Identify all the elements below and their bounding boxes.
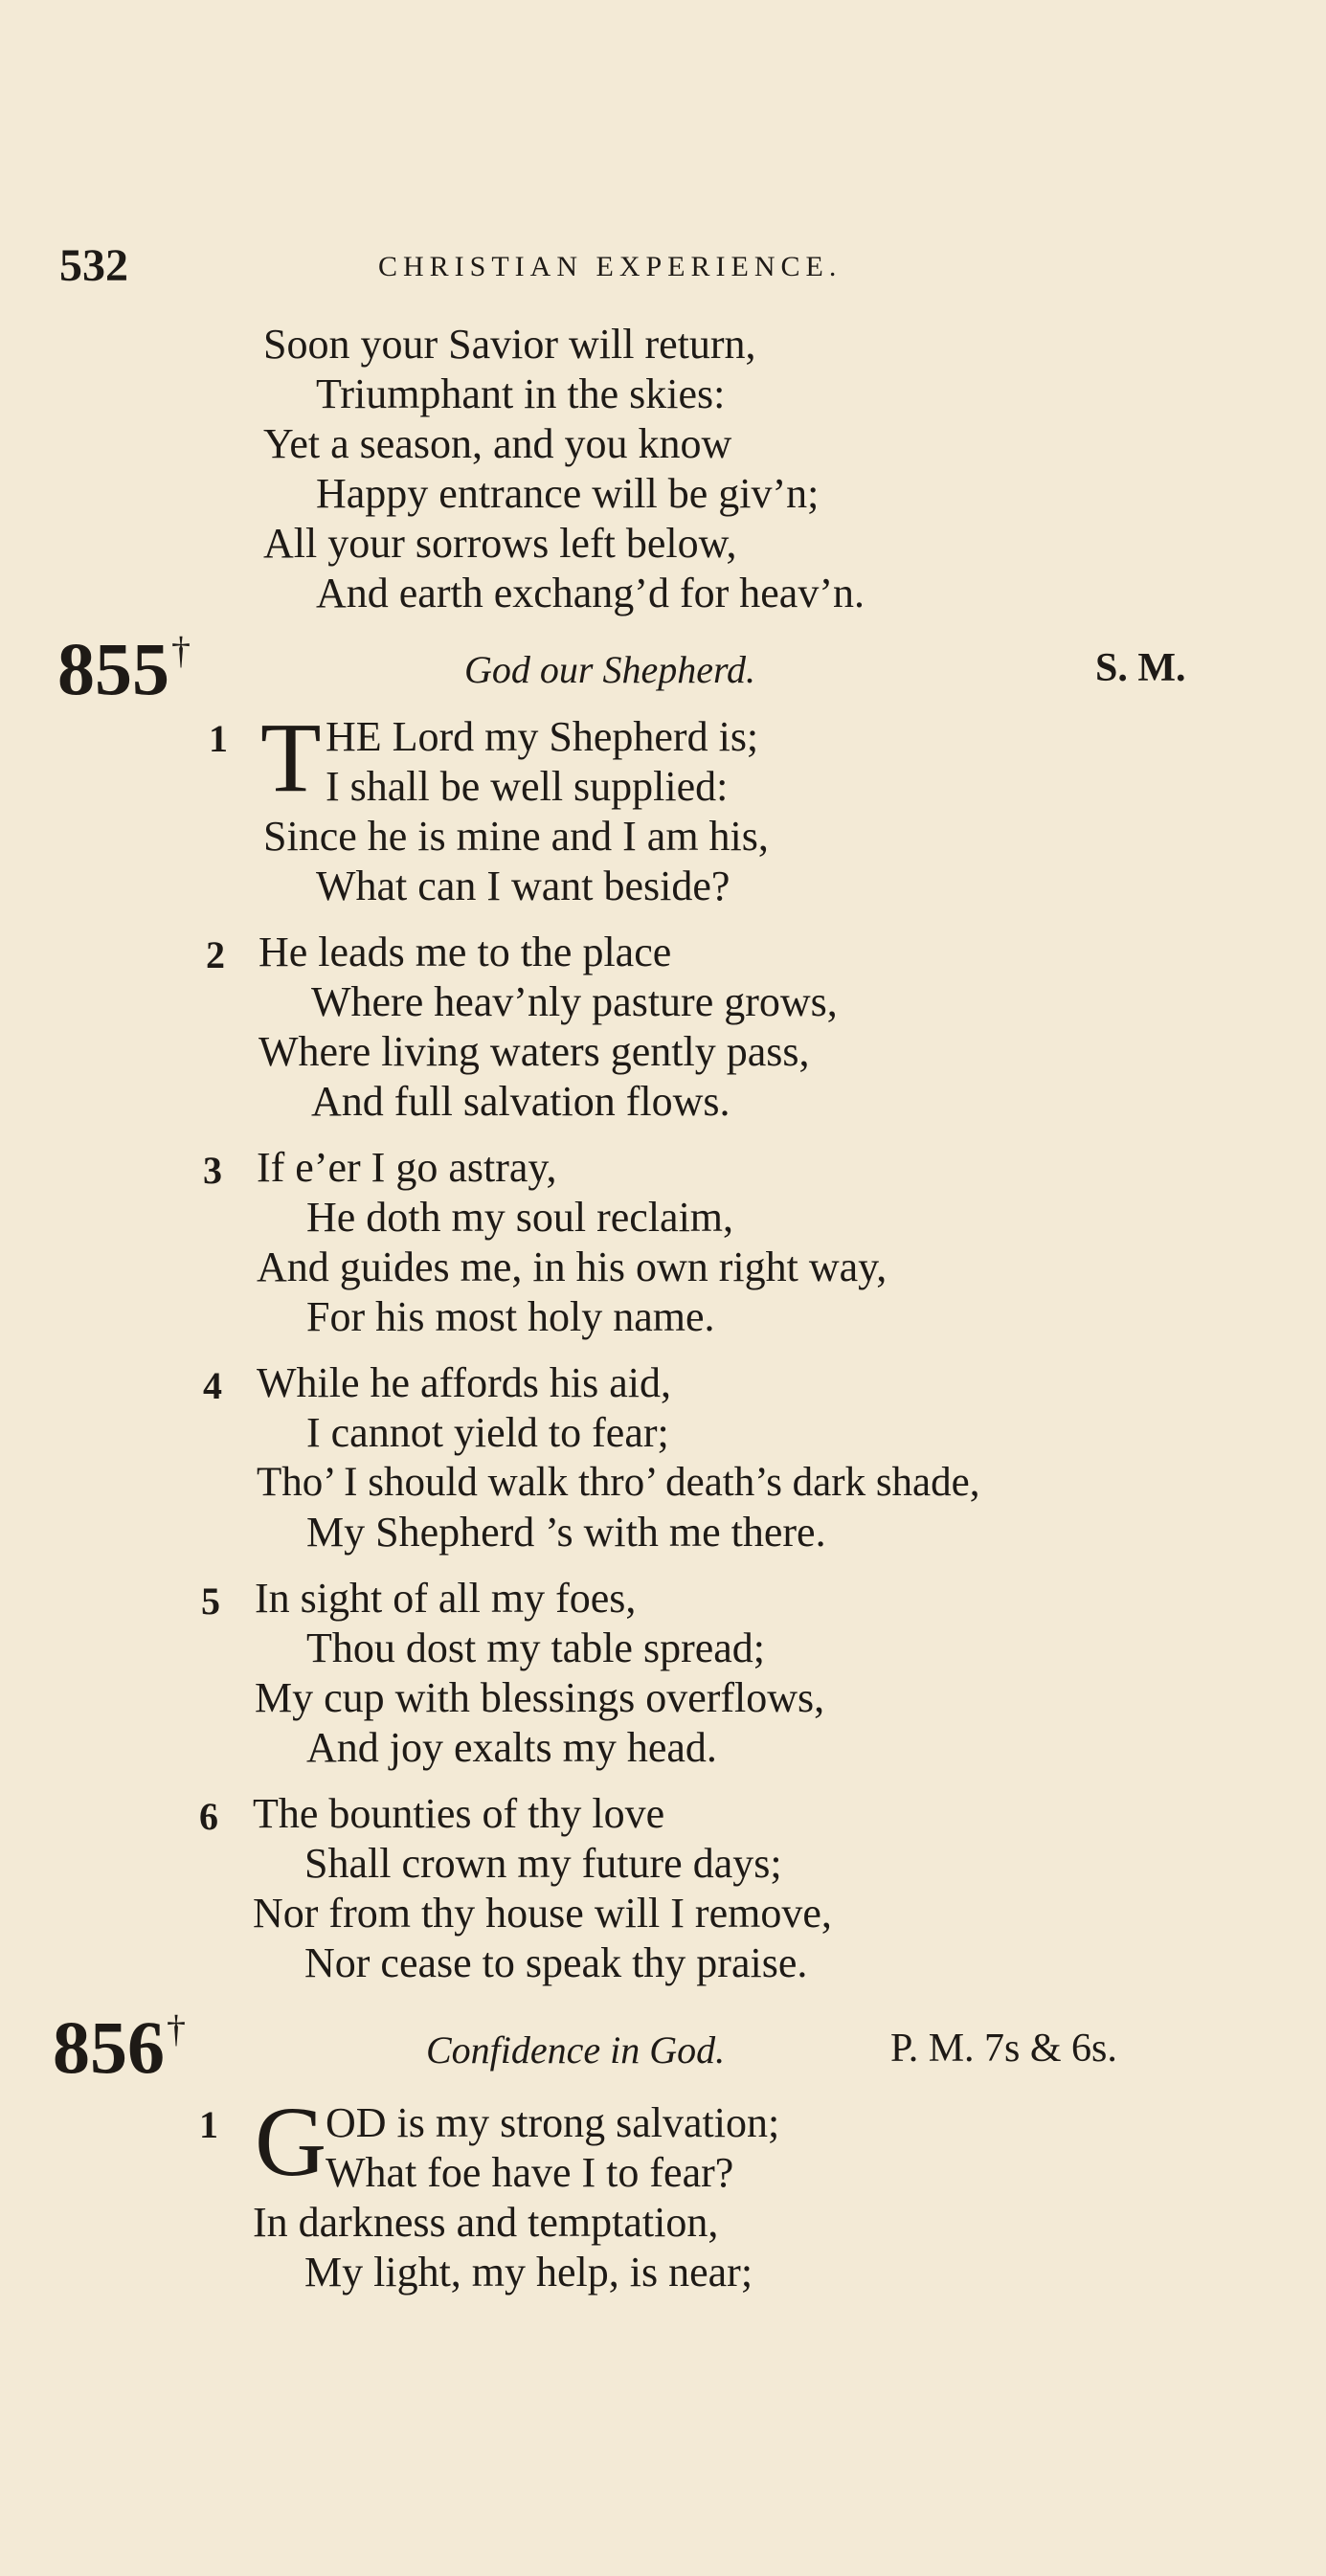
hymn-title: Confidence in God. [426,2028,726,2072]
verse-line: He leads me to the place [258,929,672,975]
dagger-mark: † [171,629,191,672]
verse-line: Triumphant in the skies: [316,370,726,417]
verse-line: And joy exalts my head. [306,1724,717,1771]
verse-line: Happy entrance will be giv’n; [316,470,820,517]
verse-line: OD is my strong salvation; [326,2099,780,2146]
verse-line: What foe have I to fear? [326,2149,734,2196]
verse-number: 4 [203,1364,222,1407]
verse-line: In darkness and temptation, [253,2199,719,2246]
verse-number: 2 [206,933,225,976]
verse-line: My Shepherd ’s with me there. [306,1509,826,1556]
dagger-mark: † [167,2007,186,2050]
drop-cap: T [260,703,322,813]
drop-cap: G [255,2087,327,2197]
verse-line: I cannot yield to fear; [306,1409,669,1456]
verse-line: I shall be well supplied: [326,763,729,810]
verse-line: In sight of all my foes, [255,1575,637,1622]
verse-line: Shall crown my future days; [304,1840,782,1887]
verse-number: 6 [199,1795,218,1838]
verse-line: HE Lord my Shepherd is; [326,713,759,760]
verse-number: 3 [203,1149,222,1192]
verse-line: Nor cease to speak thy praise. [304,1939,808,1986]
verse-line: My light, my help, is near; [304,2249,753,2296]
verse-line: Tho’ I should walk thro’ death’s dark shade, [257,1460,980,1505]
verse-number: 5 [201,1579,220,1623]
verse-number: 1 [209,717,228,760]
verse-line: He doth my soul reclaim, [306,1194,734,1241]
verse-line: Soon your Savior will return, [263,321,756,368]
page-number: 532 [59,240,128,291]
verse-line: And earth exchang’d for heav’n. [316,570,865,616]
verse-line: Nor from thy house will I remove, [253,1890,832,1937]
running-head: CHRISTIAN EXPERIENCE. [378,251,843,282]
verse-line: While he affords his aid, [257,1359,671,1406]
verse-line: And guides me, in his own right way, [257,1243,888,1290]
hymn-number: 856† [53,2005,186,2089]
verse-line: And full salvation flows. [311,1078,730,1125]
verse-line: Since he is mine and I am his, [263,813,769,860]
verse-number: 1 [199,2103,218,2146]
hymn-meter: P. M. 7s & 6s. [890,2027,1117,2071]
verse-line: For his most holy name. [306,1293,715,1340]
verse-line: Where living waters gently pass, [258,1028,810,1075]
verse-line: All your sorrows left below, [263,520,737,567]
verse-line: The bounties of thy love [253,1790,665,1837]
hymn-meter: S. M. [1095,646,1186,690]
verse-line: Where heav’nly pasture grows, [311,978,838,1025]
verse-line: Yet a season, and you know [263,420,732,467]
verse-line: If e’er I go astray, [257,1144,557,1191]
hymn-number: 855† [57,627,191,710]
hymn-title: God our Shepherd. [464,648,756,691]
verse-line: What can I want beside? [316,862,730,909]
verse-line: Thou dost my table spread; [306,1624,766,1671]
verse-line: My cup with blessings overflows, [255,1674,825,1721]
